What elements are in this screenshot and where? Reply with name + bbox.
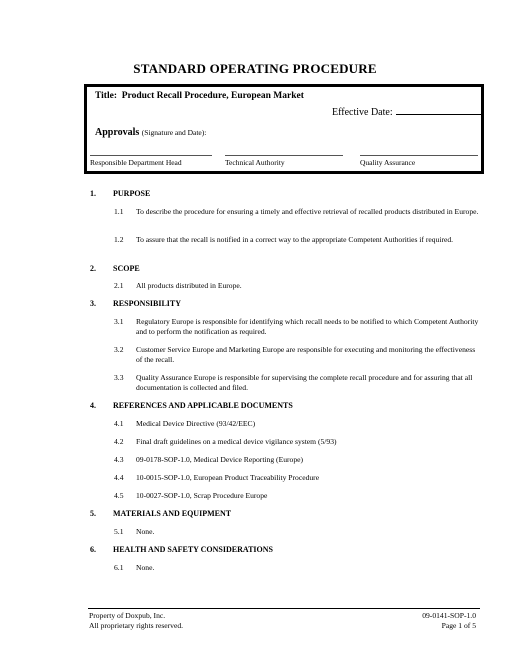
footer-rights: All proprietary rights reserved. [89,621,184,630]
item-number: 4.1 [114,419,124,428]
section-title: REFERENCES AND APPLICABLE DOCUMENTS [113,401,293,410]
section-number: 3. [90,299,96,308]
item-text: To describe the procedure for ensuring a timely and effective retrieval of recalled products distributed in Europe. [136,207,479,216]
signature-line-department-head[interactable] [90,155,212,156]
item-text: 10-0027-SOP-1.0, Scrap Procedure Europe [136,491,268,500]
section-title: PURPOSE [113,189,151,198]
item-text: 10-0015-SOP-1.0, European Product Traceability Procedure [136,473,320,482]
approvals-heading [95,127,206,138]
item-text: None. [136,527,155,536]
item-text: None. [136,563,155,572]
section-title: RESPONSIBILITY [113,299,182,308]
title-value: Product Recall Procedure, European Market [121,91,304,101]
document-heading: STANDARD OPERATING PROCEDURE [133,61,377,76]
signature-line-technical-authority[interactable] [225,155,343,156]
footer-page-number: Page 1 of 5 [441,621,476,630]
item-text: Final draft guidelines on a medical device vigilance system (5/93) [136,437,337,446]
item-number: 1.2 [114,235,124,244]
item-number: 3.3 [114,373,124,382]
item-text: Customer Service Europe and Marketing Europe are responsible for executing and monitoring the effectiveness of the recall. [136,345,476,364]
item-number: 6.1 [114,563,124,572]
approval-box [84,84,484,174]
effective-date-blank[interactable] [396,104,482,115]
effective-date [332,104,482,118]
item-number: 4.3 [114,455,124,464]
title-label: Title: [95,91,117,101]
section-number: 6. [90,545,96,554]
section-title: HEALTH AND SAFETY CONSIDERATIONS [113,545,273,554]
item-number: 4.5 [114,491,124,500]
item-text: All products distributed in Europe. [136,281,242,290]
footer-company: Property of Doxpub, Inc. [89,611,166,620]
section-number: 2. [90,264,96,273]
signature-line-quality-assurance[interactable] [360,155,478,156]
item-text: To assure that the recall is notified in a correct way to the appropriate Competent Authorities if required. [136,235,454,244]
item-text: Regulatory Europe is responsible for identifying which recall needs to be notified to which Competent Authority and to perform the notification as required. [136,317,479,336]
footer-doc-id: 09-0141-SOP-1.0 [422,611,476,620]
approvals-label: Approvals [95,127,140,138]
footer-divider [88,608,480,609]
item-text: Quality Assurance Europe is responsible for supervising the complete recall procedure and for assuring that all documentation is collected and filed. [136,373,473,392]
effective-date-label: Effective Date: [332,107,393,118]
item-number: 4.4 [114,473,124,482]
signatory-label: Quality Assurance [360,158,416,167]
signatory-label: Responsible Department Head [90,158,182,167]
approvals-subtext: (Signature and Date): [141,128,207,137]
section-title: MATERIALS AND EQUIPMENT [113,509,232,518]
signatory-label: Technical Authority [225,158,285,167]
section-number: 5. [90,509,96,518]
title-line [95,91,304,101]
item-text: Medical Device Directive (93/42/EEC) [136,419,256,428]
item-number: 4.2 [114,437,124,446]
item-text: 09-0178-SOP-1.0, Medical Device Reporting (Europe) [136,455,304,464]
item-number: 5.1 [114,527,124,536]
item-number: 3.1 [114,317,124,326]
section-number: 1. [90,189,96,198]
item-number: 1.1 [114,207,124,216]
section-number: 4. [90,401,96,410]
section-title: SCOPE [113,264,140,273]
item-number: 2.1 [114,281,124,290]
item-number: 3.2 [114,345,124,354]
